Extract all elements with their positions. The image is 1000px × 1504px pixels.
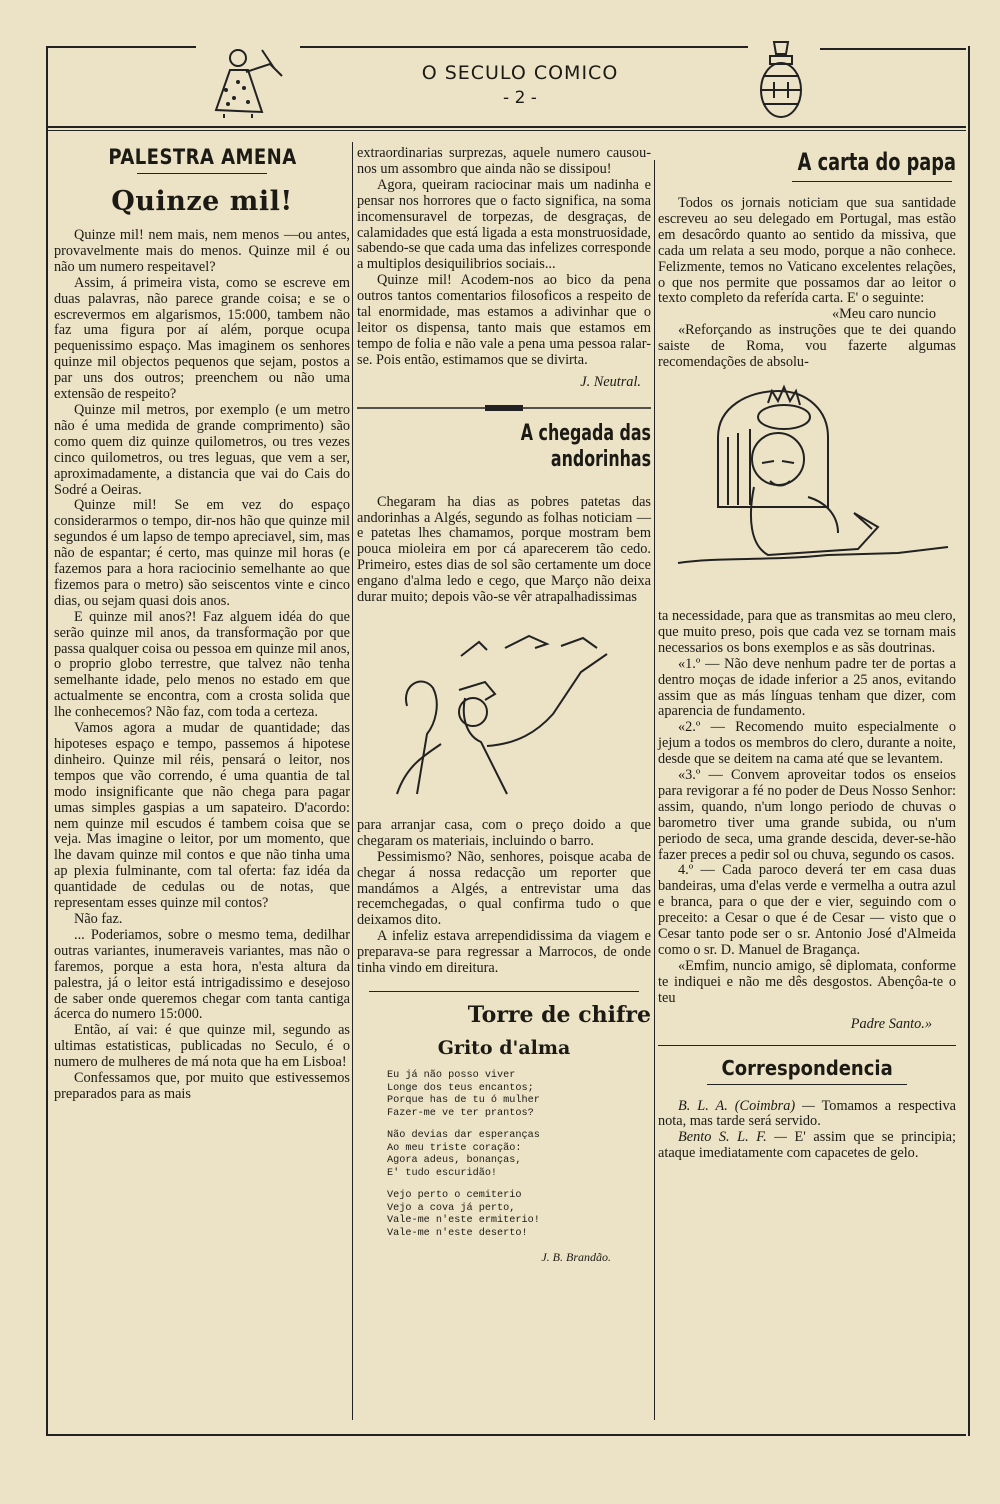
- section-underline: [137, 173, 267, 174]
- paragraph: ta necessidade, para que as transmitas ao meu clero, que muito preso, pois que cada vez se tornam mais necessarios os bons exemplos e as sãs doutrinas.: [658, 607, 956, 656]
- swallows-illustration-icon: [357, 614, 651, 814]
- paragraph: Não faz.: [74, 910, 123, 927]
- paragraph: A infeliz estava arrependidissima da viagem e preparava-se para regressar a Marrocos, de onde tinha vindo em direitura.: [357, 928, 651, 977]
- paragraph: Pessimismo? Não, senhores, poisque acaba de chegar á nossa redacção um reporter que mandámos a Algés, a entrevistar uma das recemchegadas, o qual confirma tudo o que deixamos dito.: [357, 848, 651, 929]
- carta-title: A carta do papa: [797, 148, 956, 176]
- column-carta: [658, 146, 956, 1162]
- pope-illustration-icon: [658, 377, 956, 603]
- article-title: Quinze mil!: [111, 186, 293, 217]
- top-rule-left: [48, 46, 196, 48]
- poem-line: Eu já não posso viver: [387, 1070, 516, 1081]
- paragraph: «Emfim, nuncio amigo, sê diplomata, conforme te indiquei e não me dês desgostos. Abençôa-te o teu: [658, 957, 956, 1006]
- page-bottom-rule: [48, 1434, 966, 1436]
- poem-stanza: [387, 1130, 651, 1180]
- andorinhas-title: A chegada das andorinhas: [520, 420, 651, 472]
- top-rule-center: [300, 46, 748, 48]
- column-middle: [357, 146, 651, 1266]
- ornament-divider: [357, 403, 651, 413]
- poem-line: E' tudo escuridão!: [387, 1167, 498, 1179]
- torre-title: Torre de chifre: [467, 1002, 651, 1028]
- paragraph: 4.º — Cada paroco deverá ter em casa duas bandeiras, uma d'elas verde e vermelha a outra azul e branca, para o que der e vier, seguindo com o preceito: a Cesar o que é de Cesar — visto que o Cesar tanto pode ser o sr. Antonio José d'Almeida como o sr. D. Manuel de Bragança.: [658, 862, 956, 958]
- article-signature: J. Neutral.: [580, 373, 641, 390]
- top-rule-right: [820, 48, 966, 50]
- column-palestra: [54, 146, 350, 1103]
- paragraph: E quinze mil anos?! Faz alguem idéa do que serão quinze mil anos, da transformação por que passa qualquer coisa ou pessoa em quinze mil anos, o proprio globo terrestre, que talvez não tenha semelhante idade, pelo menos no estado em que actualmente se encontra, com a crosta solida que lhe conhecemos? Não faz, com toda a certeza.: [54, 608, 350, 721]
- poem-title: Grito d'alma: [437, 1037, 571, 1059]
- paragraph: extraordinarias surprezas, aquele numero causou-nos um assombro que ainda não se dissipou!: [357, 145, 651, 177]
- divider-rule: [369, 991, 639, 992]
- poem-line: Longe dos teus encantos;: [387, 1082, 534, 1094]
- paragraph: Quinze mil! Se em vez do espaço considerarmos o tempo, dir-nos hão que quinze mil segundos é um lapso de tempo apreciavel, sim, mas não de espantar; é certo, mas quinze mil horas (e fazemos para a hora raciocinio semelhante ao que fizemos para o metro) são seiscentos vinte e cinco dias, ou sejam quasi dois anos.: [54, 497, 350, 609]
- paragraph: Assim, á primeira vista, como se escreve em duas palavras, não parece grande coisa; e se o escrevermos em algarismos, 15:000, tambem não faz uma figura por aí além, porque ocupa pequenissimo espaço. Mas imaginem os senhores quinze mil objectos pequenos que sejam, postos a par uns dos outros; preenchem ou não uma extensão de respeito?: [54, 274, 350, 403]
- poem-line: Vejo perto o cemiterio: [387, 1190, 522, 1201]
- paragraph: ... Poderiamos, sobre o mesmo tema, dedilhar outras variantes, inumeraveis variantes, mas não o faremos, porque a esta hora, n'esta altura da palestra, já o leitor está intrigadissimo e desejoso de saber onde queremos chegar com tanta cantiga ácerca do numero 15:000.: [54, 926, 350, 1023]
- paragraph: Quinze mil! nem mais, nem menos —ou antes, provavelmente mais do menos. Quinze mil é ou não um numero respeitavel?: [54, 227, 350, 275]
- correspondencia-body: [658, 1099, 956, 1163]
- poem-stanza: [387, 1070, 651, 1120]
- correspondence-text: E' assim que se principia; ataque imediatamente com capacetes de gelo.: [658, 1129, 956, 1162]
- correspondence-text: Tomamos a respectiva nota, mas tarde será servido.: [658, 1097, 956, 1130]
- poem-signature: J. B. Brandão.: [541, 1250, 611, 1264]
- paragraph: Quinze mil! Acodem-nos ao bico da pena outros tantos comentarios filosoficos a respeito de tal enormidade, mas estamos a adivinhar que o leitor os dispensa, tanto mais que estamos em tempo de folia e não vale a pena uma pessoa ralar-se. Pois então, estimamos que se divirta.: [357, 272, 651, 368]
- paragraph: Quinze mil metros, por exemplo (e um metro não é uma medida de grande comprimento) são como quem diz quinze quilometros, ou tres vezes cinco quilometros, ou tres leguas, que vem a ser, aproximadamente, a distancia que vai do Cais do Sodré a Oeiras.: [54, 401, 350, 498]
- poem-line: Não devias dar esperanças: [387, 1130, 540, 1141]
- column-separator-1: [352, 142, 353, 1420]
- correspondence-item: [658, 1099, 956, 1131]
- paragraph: para arranjar casa, com o preço doido a que chegaram os materiais, incluindo o barro.: [357, 816, 651, 849]
- paragraph: Chegaram ha dias as pobres patetas das andorinhas a Algés, segundo as folhas noticiam — e patetas lhes chamamos, porque mostram bem pouca mioleira em por cá aparecerem tão cedo. Primeiro, estes dias de sol são certamente um doce engano d'alma ledo e cego, que Março não deixa durar muito; depois vão-se vêr atrapalhadissimas: [357, 493, 651, 606]
- poem-line: Agora adeus, bonanças,: [387, 1155, 522, 1166]
- paragraph: «Meu caro nuncio: [831, 306, 936, 323]
- article-continuation: [357, 146, 651, 369]
- paragraph: «2.º — Recomendo muito especialmente o jejum a todos os membros do clero, durante a noite, desde que se deitem na cama até que se levantem.: [658, 719, 956, 768]
- andorinhas-body-b: [357, 818, 651, 977]
- correspondencia-rule: [658, 1045, 956, 1046]
- poem-line: Porque has de tu ó mulher: [387, 1095, 540, 1106]
- paragraph: «3.º — Convem aproveitar todos os enseios para revigorar a fé no poder de Deus Nosso Senhor: assim, quando, n'um longo periodo de chuvas o barometro tiver uma grande subida, ou n'um periodo de seca, uma grande descida, dever-se-hão fazer preces a pedir sol ou chuva, segundo os casos.: [658, 767, 956, 863]
- mascot-right-icon: [756, 38, 806, 122]
- correspondence-item: [658, 1130, 956, 1162]
- mascot-left-icon: [204, 42, 290, 118]
- carta-signature: Padre Santo.»: [850, 1015, 932, 1032]
- correspondent: Bento S. L. F. —: [678, 1129, 787, 1146]
- column-separator-2: [654, 160, 655, 1420]
- poem-line: Vale-me n'este deserto!: [387, 1227, 528, 1239]
- carta-body-a: [658, 196, 956, 371]
- carta-underline: [792, 181, 952, 182]
- article-body: [54, 228, 350, 1103]
- paragraph: «1.º — Não deve nenhum padre ter de portas a dentro moças de idade inferior a 25 anos, evitando assim que as más línguas tenham que dizer, com aparencia de fundamento.: [658, 655, 956, 720]
- paragraph: Confessamos que, por muito que estivessemos preparados para as mais: [54, 1070, 350, 1102]
- poem-line: Fazer-me ve ter prantos?: [387, 1107, 534, 1119]
- poem-line: Vale-me n'este ermiterio!: [387, 1215, 540, 1226]
- paragraph: «Reforçando as instruções que te dei quando saiste de Roma, vou fazerte algumas recomendações de absolu-: [658, 322, 956, 371]
- carta-body-b: [658, 609, 956, 1007]
- poem-stanza: [387, 1190, 651, 1240]
- section-title: PALESTRA AMENA: [107, 145, 297, 169]
- paragraph: Vamos agora a mudar de quantidade; das hipoteses espaço e tempo, passemos á hipotese dinheiro. Quinze mil réis, pensará o leitor, nos tempos que vão correndo, é uma quantia de tal modo insignificante que não chega para pagar umas simples gaspias a um sapateiro. D'acordo: nem quinze mil escudos é tambem coisa que se veja. Mas imagine o leitor, por um momento, que lhe davam quinze mil contos e que não tinha uma ap plexia fulminante, com tal oferta: faz idéa da quantidade de cedulas ou de notas, que representam esses quinze mil contos?: [54, 720, 350, 912]
- paragraph: Todos os jornais noticiam que sua santidade escreveu ao seu delegado em Portugal, mas estão em desacôrdo quanto ao sentido da missiva, que cada um relata a seu modo, porque a não conhece. Felizmente, temos no Vaticano excelentes relações, o que nos permite que possamos dar ao leitor o texto completo da referída carta. E' o seguinte:: [658, 195, 956, 307]
- page-number: - 2 -: [503, 88, 537, 108]
- paragraph: Então, aí vai: é que quinze mil, segundo as ultimas estatisticas, publicadas no Seculo, é o numero de mulheres de má nota que ha em Lisboa!: [54, 1022, 350, 1071]
- poem-line: Vejo a cova já perto,: [387, 1202, 516, 1214]
- poem-line: Ao meu triste coração:: [387, 1142, 522, 1154]
- masthead-bottom-rule-thin: [48, 130, 966, 131]
- masthead: [320, 62, 720, 108]
- masthead-bottom-rule: [48, 126, 966, 128]
- andorinhas-body-a: [357, 495, 651, 606]
- paragraph: Agora, queiram raciocinar mais um nadinha e pensar nos horrores que o facto significa, na soma incomensuravel de torpezas, de desgraças, de calamidades que está ligada a esta monstruosidade, sabendo-se que cada uma das infelizes corresponde a multiplos desiquilibrios sociais...: [357, 176, 651, 273]
- masthead-title: O SECULO COMICO: [421, 62, 619, 84]
- poem-body: [387, 1070, 651, 1240]
- correspondencia-underline: [707, 1084, 907, 1085]
- correspondencia-title: Correspondencia: [721, 1055, 893, 1080]
- correspondent: B. L. A. (Coimbra) —: [678, 1097, 815, 1114]
